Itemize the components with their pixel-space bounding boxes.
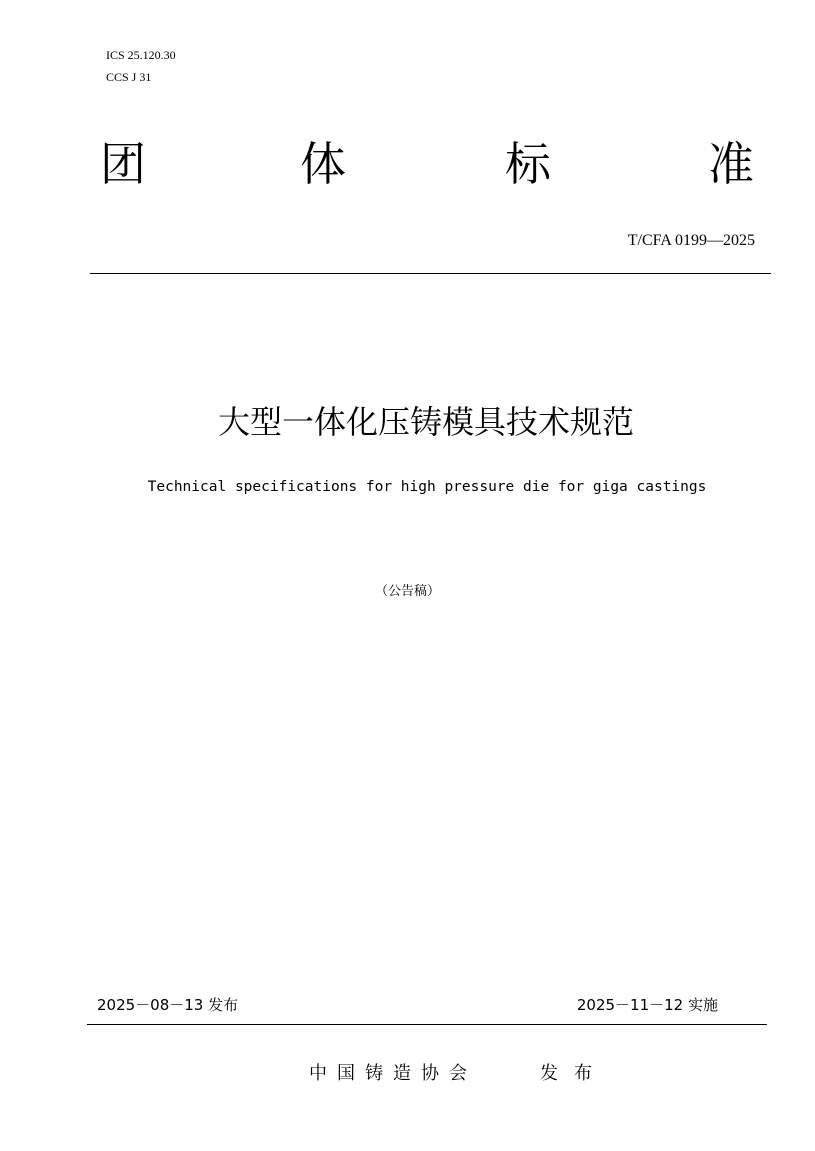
standard-type-char-1: 团	[100, 137, 146, 191]
effective-date: 2025－11－12 实施	[576, 996, 718, 1014]
ccs-code: CCS J 31	[106, 70, 152, 84]
draft-status-note: （公告稿）	[374, 584, 440, 599]
chinese-title: 大型一体化压铸模具技术规范	[217, 403, 634, 441]
publish-date: 2025－08－13 发布	[97, 996, 239, 1014]
standard-type-char-4: 准	[708, 137, 754, 191]
issue-label: 发布	[540, 1063, 608, 1084]
issuing-organization: 中国铸造协会	[309, 1063, 477, 1084]
standard-type-char-2: 体	[300, 137, 346, 191]
standard-type-char-3: 标	[505, 137, 551, 191]
ics-code: ICS 25.120.30	[106, 48, 176, 62]
english-title: Technical specifications for high pressure die for giga castings	[147, 479, 707, 495]
footer-divider	[87, 1024, 767, 1025]
standard-number: T/CFA 0199—2025	[627, 232, 755, 249]
header-divider	[90, 273, 771, 274]
